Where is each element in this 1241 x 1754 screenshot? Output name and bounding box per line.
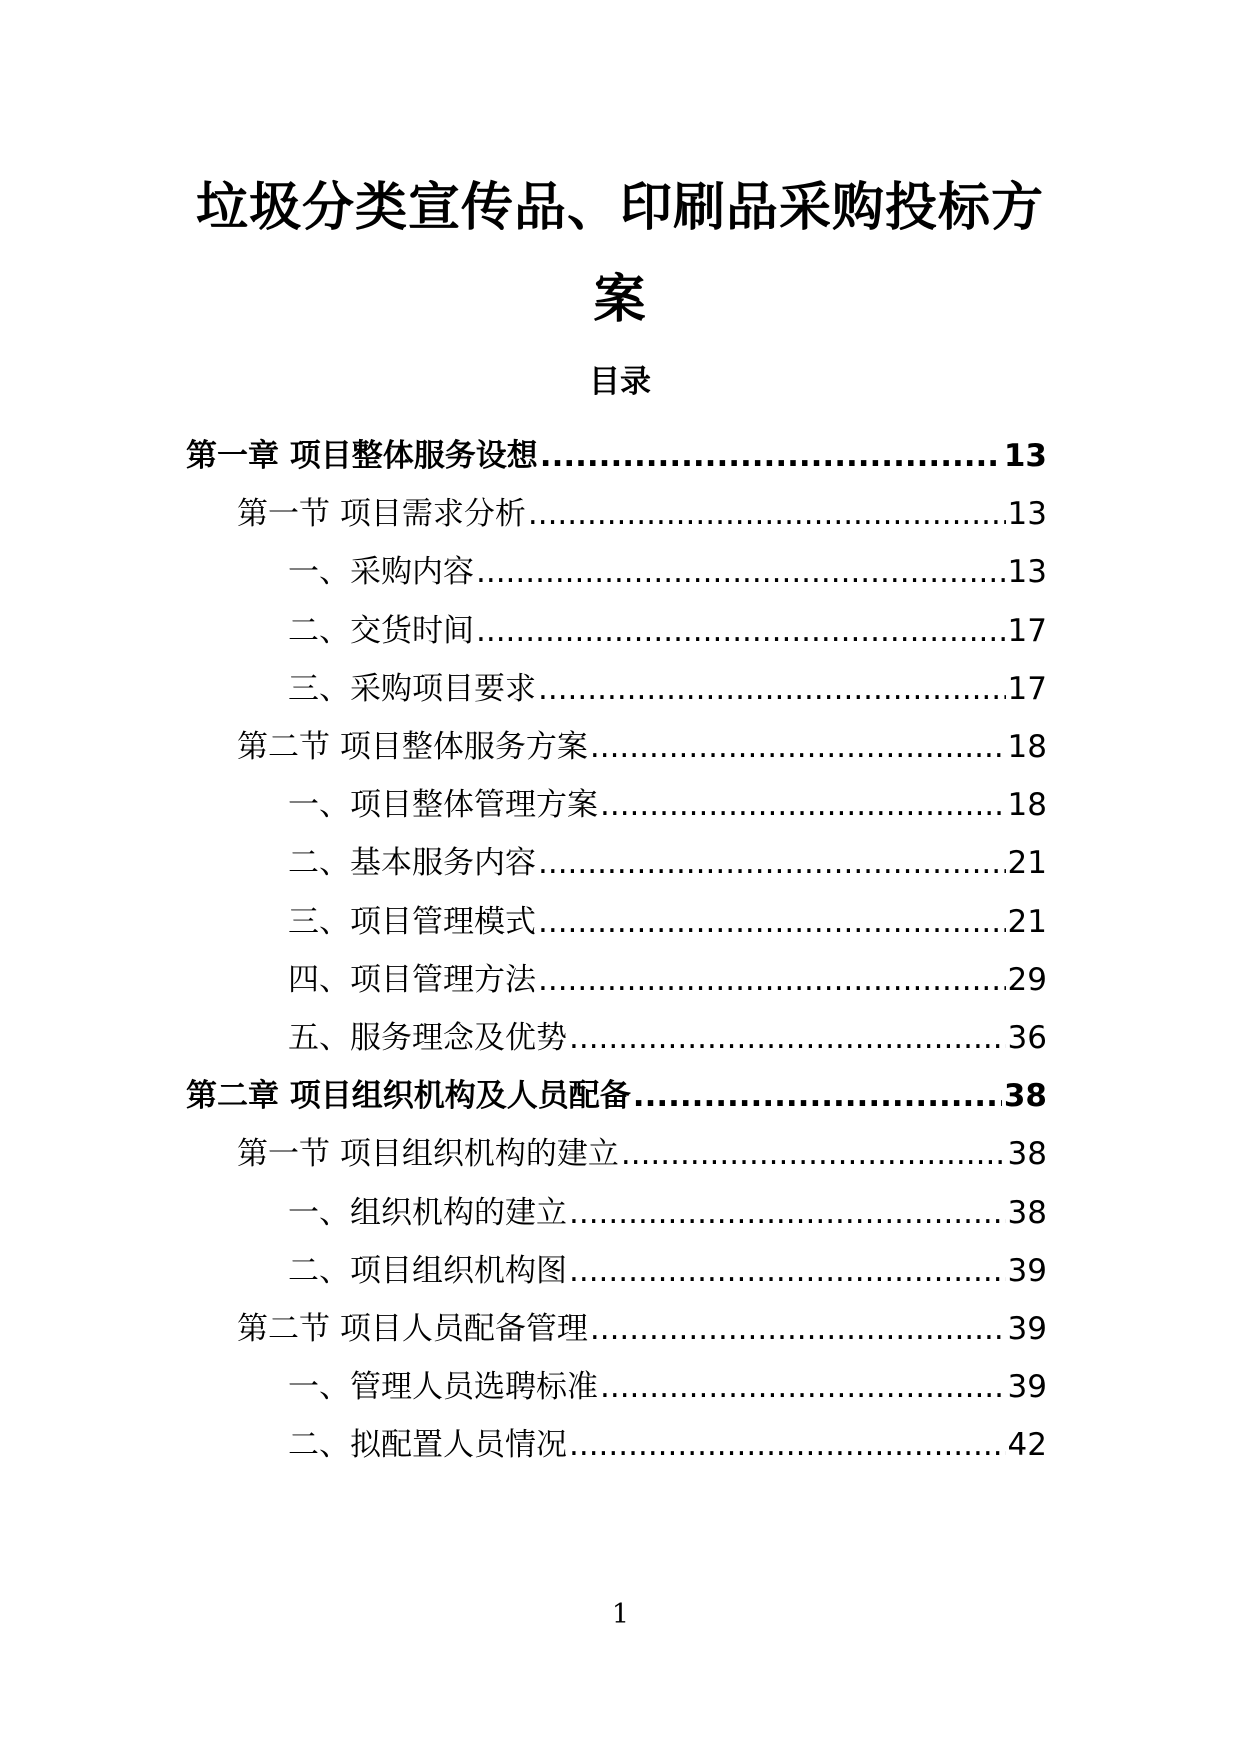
toc-entry-label: 第一章 项目整体服务设想 [186, 438, 538, 474]
toc-entry-page: 18 [1007, 787, 1047, 824]
toc-entry[interactable] [186, 1068, 1047, 1116]
toc-dot-leader [633, 1076, 1002, 1116]
toc-entry-page: 29 [1007, 961, 1047, 998]
toc-entry-page: 39 [1007, 1311, 1047, 1347]
toc-entry-label: 第一节 项目组织机构的建立 [237, 1136, 619, 1173]
toc-entry-page: 38 [1007, 1136, 1047, 1173]
toc-entry-page: 17 [1007, 670, 1047, 707]
toc-entry-label: 第二节 项目整体服务方案 [237, 729, 588, 765]
toc-entry-page: 36 [1007, 1020, 1047, 1056]
document-title: 垃圾分类宣传品、印刷品采购投标方案 [195, 178, 1044, 330]
toc-entry[interactable] [237, 719, 1047, 767]
toc-entry-page: 13 [1007, 554, 1047, 591]
toc-entry-label: 一、组织机构的建立 [288, 1194, 567, 1231]
toc-dot-leader [528, 494, 1006, 534]
toc-entry[interactable] [288, 1243, 1047, 1291]
toc-entry[interactable] [237, 486, 1047, 534]
toc-entry[interactable] [288, 835, 1047, 883]
toc-heading: 目录 [589, 364, 651, 400]
toc-entry[interactable] [288, 1359, 1047, 1407]
toc-entry-label: 第二章 项目组织机构及人员配备 [186, 1078, 631, 1115]
toc-dot-leader [590, 1309, 1006, 1349]
toc-entry-label: 第二节 项目人员配备管理 [237, 1311, 588, 1347]
toc-entry-page: 21 [1007, 845, 1047, 882]
toc-entry-label: 第一节 项目需求分析 [237, 496, 526, 533]
toc-entry-label: 二、交货时间 [288, 612, 474, 649]
toc-entry-label: 二、基本服务内容 [288, 845, 536, 882]
toc-entry-page: 38 [1007, 1194, 1047, 1231]
toc-entry-page: 13 [1007, 496, 1047, 533]
toc-entry[interactable] [288, 1185, 1047, 1233]
toc-entry-page: 39 [1007, 1252, 1047, 1289]
toc-entry-label: 二、拟配置人员情况 [288, 1427, 567, 1464]
toc-dot-leader [476, 611, 1006, 651]
toc-entry-page: 13 [1003, 438, 1047, 474]
toc-entry[interactable] [288, 952, 1047, 1000]
toc-entry[interactable] [288, 1010, 1047, 1058]
toc-entry[interactable] [288, 603, 1047, 651]
toc-dot-leader [538, 843, 1006, 883]
toc-dot-leader [569, 1425, 1006, 1465]
toc-dot-leader [590, 727, 1006, 767]
toc-dot-leader [476, 552, 1006, 592]
toc-entry[interactable] [237, 1126, 1047, 1174]
toc-entry[interactable] [288, 661, 1047, 709]
toc-entry-label: 三、采购项目要求 [288, 670, 536, 707]
toc-entry[interactable] [288, 1417, 1047, 1465]
toc-dot-leader [621, 1134, 1006, 1174]
toc-entry-page: 17 [1007, 612, 1047, 649]
toc-entry[interactable] [288, 777, 1047, 825]
toc-entry-label: 三、项目管理模式 [288, 903, 536, 940]
toc-dot-leader [600, 785, 1006, 825]
toc-dot-leader [600, 1367, 1006, 1407]
toc-entry[interactable] [288, 544, 1047, 592]
toc-dot-leader [538, 960, 1006, 1000]
toc-entry-page: 38 [1003, 1078, 1047, 1115]
toc-entry[interactable] [186, 428, 1047, 476]
toc-entry-label: 五、服务理念及优势 [288, 1020, 567, 1056]
toc-entry[interactable] [288, 894, 1047, 942]
toc-entry-label: 一、项目整体管理方案 [288, 787, 598, 824]
toc-entry-page: 39 [1007, 1369, 1047, 1406]
toc-entry-page: 21 [1007, 903, 1047, 940]
toc-entry-page: 42 [1007, 1427, 1047, 1464]
toc-entry[interactable] [237, 1301, 1047, 1349]
toc-entry-label: 一、采购内容 [288, 554, 474, 591]
toc-entry-page: 18 [1007, 729, 1047, 765]
toc-entry-label: 二、项目组织机构图 [288, 1252, 567, 1289]
toc-dot-leader [538, 902, 1006, 942]
toc-dot-leader [569, 1018, 1006, 1058]
toc-dot-leader [538, 669, 1006, 709]
toc-entry-label: 四、项目管理方法 [288, 961, 536, 998]
toc-entry-label: 一、管理人员选聘标准 [288, 1369, 598, 1406]
page-number: 1 [611, 1599, 630, 1630]
toc-dot-leader [569, 1251, 1006, 1291]
toc-dot-leader [540, 436, 1002, 476]
toc-dot-leader [569, 1193, 1006, 1233]
